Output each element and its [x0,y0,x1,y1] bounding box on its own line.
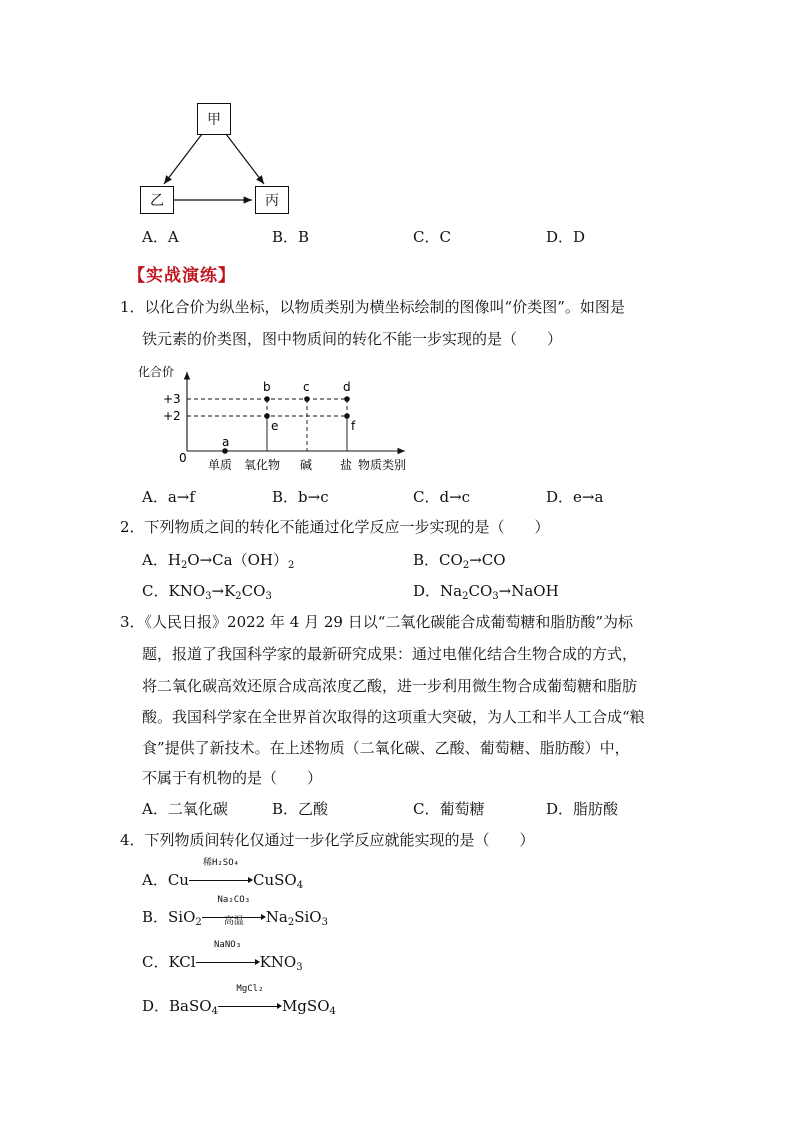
point-c [304,396,310,402]
reaction-condition: 稀H₂SO₄ [202,858,240,868]
q3-line: 不属于有机物的是（ ） [142,769,323,787]
q3-option-b: B．乙酸 [272,800,329,818]
origin-label: 0 [179,451,187,465]
q3-option-d: D．脂肪酸 [546,800,619,818]
reaction-arrow-icon [189,875,253,885]
prev-option-a: A．A [142,228,179,246]
reaction-arrow-icon [218,1001,282,1011]
q3-line: 酸。我国科学家在全世界首次取得的这项重大突破，为人工和半人工合成“粮 [142,708,645,726]
q3-option-a: A．二氧化碳 [142,800,228,818]
point-a [222,448,228,454]
x-tick-label: 碱 [300,458,313,472]
arrow-jia-yi [164,134,202,184]
y-axis-label: 化合价 [138,365,175,379]
q4-option-c: C．KCl NaNO₃ $KNO_3$ [142,940,303,973]
reaction-condition-under: 高温 [223,916,244,927]
q2-option-a: A．$H_2O\to Ca(OH)_2$ [142,551,295,571]
point-label-e: e [271,419,279,433]
reaction-condition: Na₂CO₃ [217,895,251,905]
y-tick-label: +2 [163,409,181,423]
q1-option-d: D．e→a [546,488,604,506]
point-label-c: c [303,380,310,394]
q1-option-c: C．d→c [413,488,471,506]
point-label-f: f [351,419,356,433]
reaction-arrow-icon [196,957,260,967]
q3-line: 食”提供了新技术。在上述物质（二氧化碳、乙酸、葡萄糖、脂肪酸）中， [142,739,630,757]
point-d [344,396,350,402]
q2-option-c: C．$KNO_3\to K_2CO_3$ [142,582,272,602]
point-label-b: b [263,380,271,394]
prev-option-d: D．D [546,228,586,246]
x-tick-label: 氧化物 [244,458,281,472]
y-tick-label: +3 [163,392,181,406]
q4-stem: 4．下列物质间转化仅通过一步化学反应就能实现的是（ ） [120,831,535,849]
point-e [264,413,270,419]
q4-option-d: D．BaSO$_4$ MgCl₂ MgSO$_4$ [142,984,336,1017]
reaction-condition: NaNO₃ [214,940,242,950]
x-tick-label: 盐 [340,458,353,472]
q2-option-d: D．$Na_2CO_3\to NaOH$ [413,582,559,602]
point-label-d: d [343,380,351,394]
section-title: 【实战演练】 [128,266,236,286]
valence-chart [130,358,430,478]
chart-marks [187,380,356,454]
x-tick-label: 单质 [208,458,233,472]
reaction-condition: MgCl₂ [236,984,264,994]
q3-line: 3．《人民日报》2022 年 4 月 29 日以“二氧化碳能合成葡萄糖和脂肪酸”为标 [120,613,634,631]
q3-line: 将二氧化碳高效还原合成高浓度乙酸，进一步利用微生物合成葡萄糖和脂肪 [142,677,638,695]
prev-option-c: C．C [413,228,451,246]
q1-option-a: A．a→f [142,488,195,506]
q3-option-c: C．葡萄糖 [413,800,485,818]
q1-line1: 1．以化合价为纵坐标，以物质类别为横坐标绘制的图像叫“价类图”。如图是 [120,298,625,316]
q4-option-a: A．Cu 稀H₂SO₄ CuSO$_4$ [142,858,304,891]
arrow-jia-bing [226,134,264,184]
node-jia: 甲 [197,103,231,135]
q2-stem: 2．下列物质之间的转化不能通过化学反应一步实现的是（ ） [120,518,550,536]
point-label-a: a [222,435,230,449]
point-b [264,396,270,402]
node-bing: 丙 [255,186,289,214]
q2-option-b: B．$CO_2\to CO$ [413,551,506,571]
prev-option-b: B．B [272,228,310,246]
diagram-arrows [0,0,794,260]
x-axis-label: 物质类别 [358,458,407,472]
point-f [344,413,350,419]
node-yi: 乙 [140,186,174,214]
q1-option-b: B．b→c [272,488,329,506]
q4-option-b: B．SiO$_2$ Na₂CO₃ 高温 $Na_2SiO_3$ [142,895,328,928]
q3-line: 题，报道了我国科学家的最新研究成果：通过电催化结合生物合成的方式， [142,645,638,663]
q1-line2: 铁元素的价类图，图中物质间的转化不能一步实现的是（ ） [142,330,563,348]
